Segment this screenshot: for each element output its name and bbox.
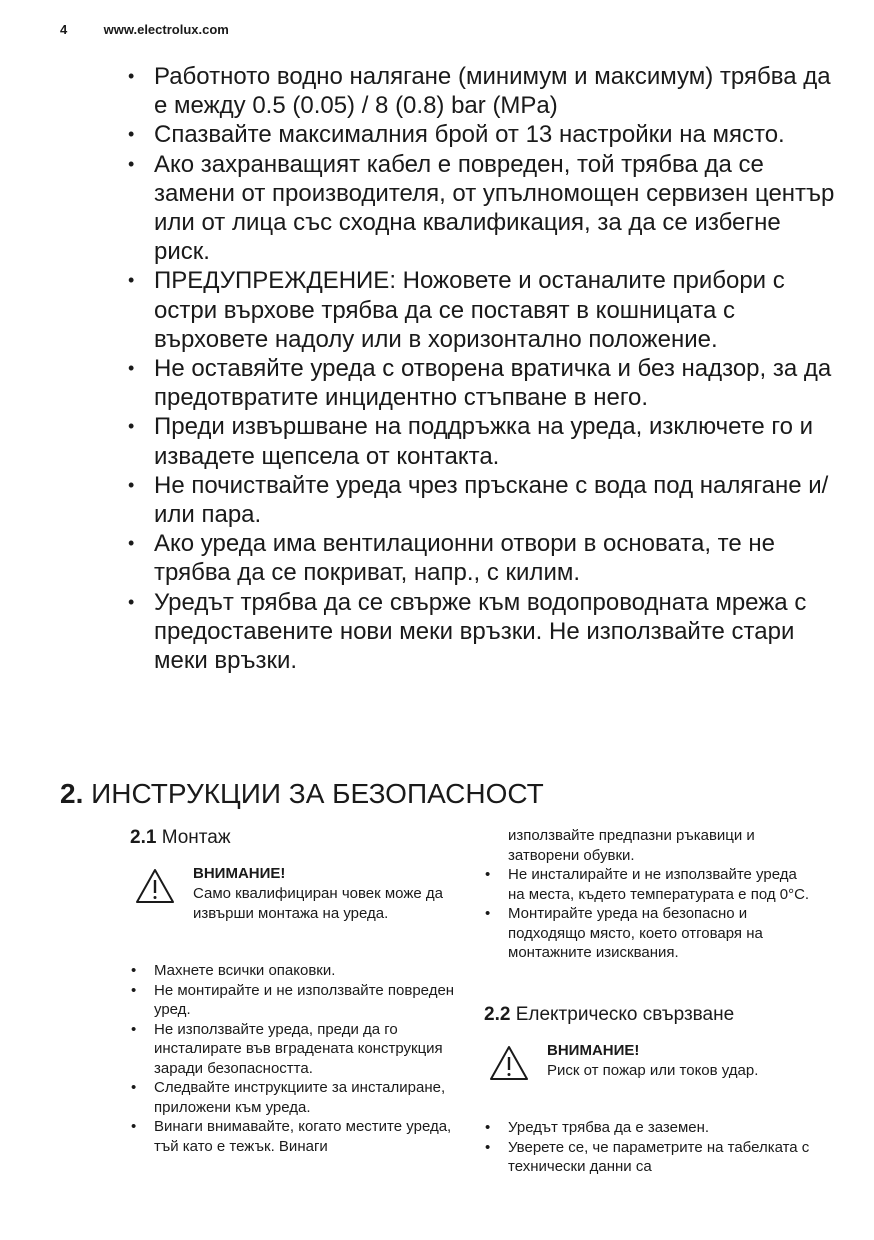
list-item: • Преди извършване на поддръжка на уреда, изключете го и извадете щепсела от контакта. [122,412,842,470]
subsection-title-electrical [484,1003,734,1027]
safety-bullet-list [122,62,842,675]
electrical-bullet-list [483,1118,813,1177]
list-item: • Не инсталирайте и не използвайте уреда на места, където температурата е под 0°C. [483,865,813,904]
section-number: 2. [60,778,84,809]
subsection-number: 2.2 [484,1004,511,1025]
section-title [60,776,544,812]
page-header [60,22,229,37]
warning-text-block [193,864,443,924]
list-item: • Махнете всички опаковки. [129,961,459,981]
list-item: • Уредът трябва да е заземен. [483,1118,813,1138]
section-title-text: ИНСТРУКЦИИ ЗА БЕЗОПАСНОСТ [91,778,544,809]
list-item: • Ако уреда има вентилационни отвори в основата, те не трябва да се покриват, напр., с килим. [122,529,842,587]
list-item: • Не оставяйте уреда с отворена вратичка и без надзор, за да предотвратите инцидентно стъпване в него. [122,354,842,412]
subsection-title-text: Електрическо свързване [515,1004,735,1025]
installation-bullet-list-continued [483,865,813,963]
subsection-number: 2.1 [130,827,157,848]
list-item: • ПРЕДУПРЕЖДЕНИЕ: Ножовете и останалите прибори с остри върхове трябва да се поставят в кошницата с върховете надолу или в хоризонтално положение. [122,266,842,354]
list-item: • Спазвайте максималния брой от 13 настройки на място. [122,120,842,149]
warning-text: Риск от пожар или токов удар. [547,1062,759,1079]
list-item: • Не използвайте уреда, преди да го инсталирате във вградената конструкция заради безопасността. [129,1020,459,1079]
list-item: • Следвайте инструкциите за инсталиране, приложени към уреда. [129,1078,459,1117]
list-item: • Монтирайте уреда на безопасно и подходящо място, което отговаря на монтажните изисквания. [483,904,813,963]
warning-icon [135,868,175,904]
list-item: • Уредът трябва да се свърже към водопроводната мрежа с предоставените нови меки връзки. Не използвайте стари меки връзки. [122,588,842,676]
site-url[interactable]: www.electrolux.com [103,22,229,37]
list-item: • Не монтирайте и не използвайте повреден уред. [129,981,459,1020]
subsection-title-text: Монтаж [161,827,231,848]
list-item: • Работното водно налягане (минимум и максимум) трябва да е между 0.5 (0.05) / 8 (0.8) bar (MPa) [122,62,842,120]
list-item: • Не почиствайте уреда чрез пръскане с вода под налягане и/или пара. [122,471,842,529]
warning-text-block [547,1041,767,1081]
installation-continuation [483,826,813,865]
list-item: • Ако захранващият кабел е повреден, той трябва да се замени от производителя, от упълномощен сервизен център или от лица със сходна квалификация, за да се избегне риск. [122,150,842,267]
warning-heading: ВНИМАНИЕ! [547,1042,640,1059]
list-item-continuation: използвайте предпазни ръкавици и затворени обувки. [508,827,755,864]
warning-icon [489,1045,529,1081]
subsection-title-installation [130,826,231,850]
warning-text: Само квалифициран човек може да извърши монтажа на уреда. [193,885,443,922]
list-item: • Уверете се, че параметрите на табелката с технически данни са [483,1138,813,1177]
page-number: 4 [60,22,68,37]
warning-heading: ВНИМАНИЕ! [193,865,286,882]
list-item: • Винаги внимавайте, когато местите уреда, тъй като е тежък. Винаги [129,1117,459,1156]
installation-bullet-list [129,961,459,1156]
